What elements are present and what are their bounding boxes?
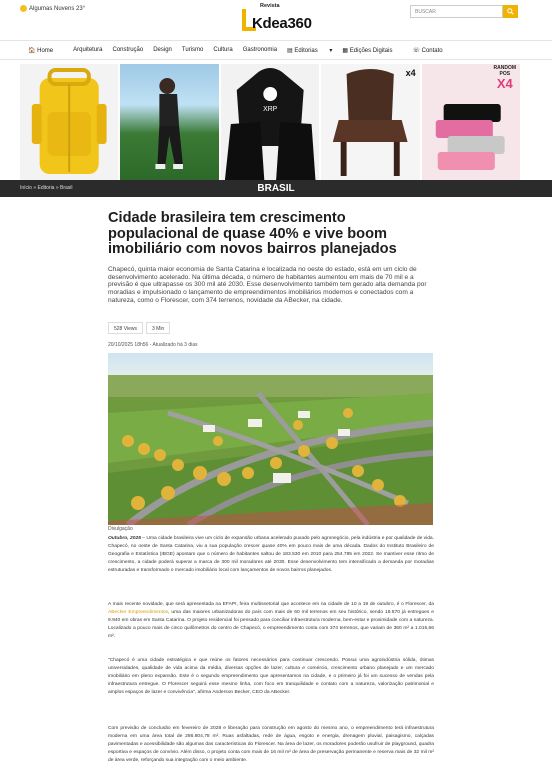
paragraph-2-text-a: A mais recente novidade, que será apresentada na EFAPI, feira multissetorial que acontece em na cidade de 10 a 19 de outubro, é o Florescer, da (108, 602, 434, 607)
article-title: Cidade brasileira tem crescimento populacional de quase 40% e vive boom imobiliário com novos bairros planejados (108, 210, 397, 257)
read-time-badge: 3 Min (146, 322, 170, 334)
section-bar (0, 180, 552, 197)
jackets-image (221, 64, 319, 180)
top-header (0, 0, 552, 40)
logo-word: Kdea360 (252, 15, 312, 32)
ad-fitness-woman[interactable] (120, 64, 218, 180)
nav-cultura[interactable]: Cultura (213, 47, 233, 53)
article-paragraph-3: "Chapecó é uma cidade estratégica e que reúne os fatores necessários para continuar crescendo. Possui uma agroindústria sólida, ótimas universidades, qualidade de vida acima da média, diversas opções de lazer, cultura e comércio, crescimento urbano planejado e um mercado imobiliário em pleno expansão. Este é o segundo empreendimento que apresentamos na cidade, e o primeiro já foi um sucesso de vendas pela infraestrutura entregue. O Florescer seguirá esse mesmo linha, com foco em tranquilidade e contato com a natureza, valorização patrimonial e amplos espaços de lazer e convivência", afirma Anderson Becker, CEO da ABecker. (108, 658, 434, 695)
article-paragraph-4: Com previsão de conclusão em fevereiro de 2028 e liberação para construção em agosto do mesmo ano, o empreendimento terá infraestrutura moderna em uma área total de 286.804,78 m². Ruas asfaltadas, rede de água, esgoto e energia, drenagem pluvial, paisagismo, calçadas pavimentadas e acessibilidade são algumas das características do Florescer. Na área de lazer, os moradores poderão usufruir de playground, quadra esportiva e espaços de convívio. Além disso, o projeto conta com mais de 16 mil m² de área de preservação permanente e reserva mais de 32 mil m² de área verde, reforçando sua integração com o meio ambiente. (108, 726, 434, 763)
ad-underwear[interactable] (422, 64, 520, 180)
nav-gastronomia[interactable]: Gastronomia (242, 47, 278, 53)
article-photo[interactable] (108, 353, 433, 525)
ad-x4-label: x4 (405, 68, 416, 78)
section-title: BRASIL (257, 183, 295, 194)
dateline: Outubro, 2025 (108, 536, 141, 541)
photo-caption: Divulgação (108, 526, 133, 532)
nav-edicoes-label: Edições Digitais (349, 48, 393, 54)
random-big: X4 (496, 76, 513, 91)
abecker-link[interactable]: ABecker Empreendimentos (108, 609, 169, 615)
article-paragraph-1 (108, 535, 434, 575)
article-meta (108, 322, 170, 334)
svg-text:XRP: XRP (262, 105, 278, 114)
article-lead: Chapecó, quinta maior economia de Santa Catarina e localizada no oeste do estado, está em um ciclo de desenvolvimento acelerado. Na última década, o número de habitantes aumentou em mais de 70 mil e a previsão é que ultrapasse os 300 mil até 2030. Esse desenvolvimento também tem gerado alta demanda por moradias e impulsionado o lançamento de empreendimentos imobiliários modernos e conectados com a natureza, como o Florescer, com 374 terrenos, novidade da ABecker, na cidade. (108, 266, 427, 304)
fitness-image (120, 64, 218, 180)
paragraph-2-text-b: , uma das maiores urbanizadoras do país com mais de 60 mil terrenos em seu histórico, sendo 19.570 já entregues e 9.940 em obras em Santa Catarina. O projeto residencial foi pensado para conciliar infraestrutura moderna, bem-estar e proximidade com a natureza. Localizado a pouco mais de cinco quilômetros do centro de Chapecó, o empreendimento conta com 374 terrenos, que variam de 360 m² a 1.015,66 m². (108, 609, 435, 639)
nav-home-label: Home (37, 48, 54, 54)
nav-turismo[interactable]: Turismo (181, 47, 204, 53)
article-paragraph-2 (108, 601, 434, 641)
paragraph-1-text: – Uma cidade brasileira vive um ciclo de expansão urbana acelerado puxado pelo agronegócio, pela indústria e por qualidade de vida. Chapecó, no oeste de Santa Catarina, viu a sua população crescer quase 40% em pouco mais de uma década. Dados do Instituto Brasileiro de Geografia e Estatística (IBGE) apontam que o número de habitantes saltou de 183.530 em 2010 para 254.785 em 2022. Se mantiver esse ritmo de crescimento, a cidade poderá superar a marca de 300 mil moradores até 2030. Esse desenvolvimento tem intensificado a demanda por moradias estruturadas e transformado o mercado imobiliário local com lançamentos de novos bairros planejados. (108, 536, 434, 573)
nav-contato[interactable]: ☏ Contato (412, 48, 443, 54)
logo-small-text: Revista (260, 3, 280, 9)
nav-edicoes[interactable]: ▦ Edições Digitais (342, 48, 393, 54)
random-sub: POS (499, 71, 511, 77)
ad-banner-strip[interactable] (20, 64, 520, 180)
views-badge: 528 Views (108, 322, 143, 334)
chair-image (321, 64, 419, 180)
nav-design[interactable]: Design (153, 47, 172, 53)
nav-editorias-label: Editorias (294, 48, 318, 54)
ad-yellow-backpack[interactable] (20, 64, 118, 180)
nav-construcao[interactable]: Construção (112, 47, 144, 53)
nav-home[interactable]: 🏠 Home (28, 48, 54, 54)
breadcrumb[interactable]: Início » Editoria » Brasil (20, 185, 73, 191)
search-box (410, 5, 520, 18)
weather-widget (20, 5, 85, 12)
site-logo[interactable] (240, 3, 320, 33)
weather-text: Algumas Nuvens 23° (29, 5, 86, 12)
nav-arquitetura[interactable]: Arquitetura (73, 47, 103, 53)
ad-chair-covers[interactable] (321, 64, 419, 180)
search-input[interactable]: BUSCAR (410, 5, 503, 18)
nav-editorias[interactable]: ▤ Editorias ▾ (287, 48, 333, 54)
main-nav (0, 40, 552, 60)
article-date: 20/10/2025 18h56 - Atualizado há 3 dias (108, 342, 198, 348)
search-icon (507, 8, 514, 15)
backpack-image (20, 64, 118, 180)
random-label: RANDOM (493, 65, 517, 71)
ad-random-label (494, 65, 517, 90)
ad-black-jackets[interactable] (221, 64, 319, 180)
nav-contato-label: Contato (421, 48, 443, 54)
aerial-neighborhood-image (108, 353, 433, 525)
search-button[interactable] (503, 5, 518, 18)
weather-sun-icon (20, 5, 27, 12)
